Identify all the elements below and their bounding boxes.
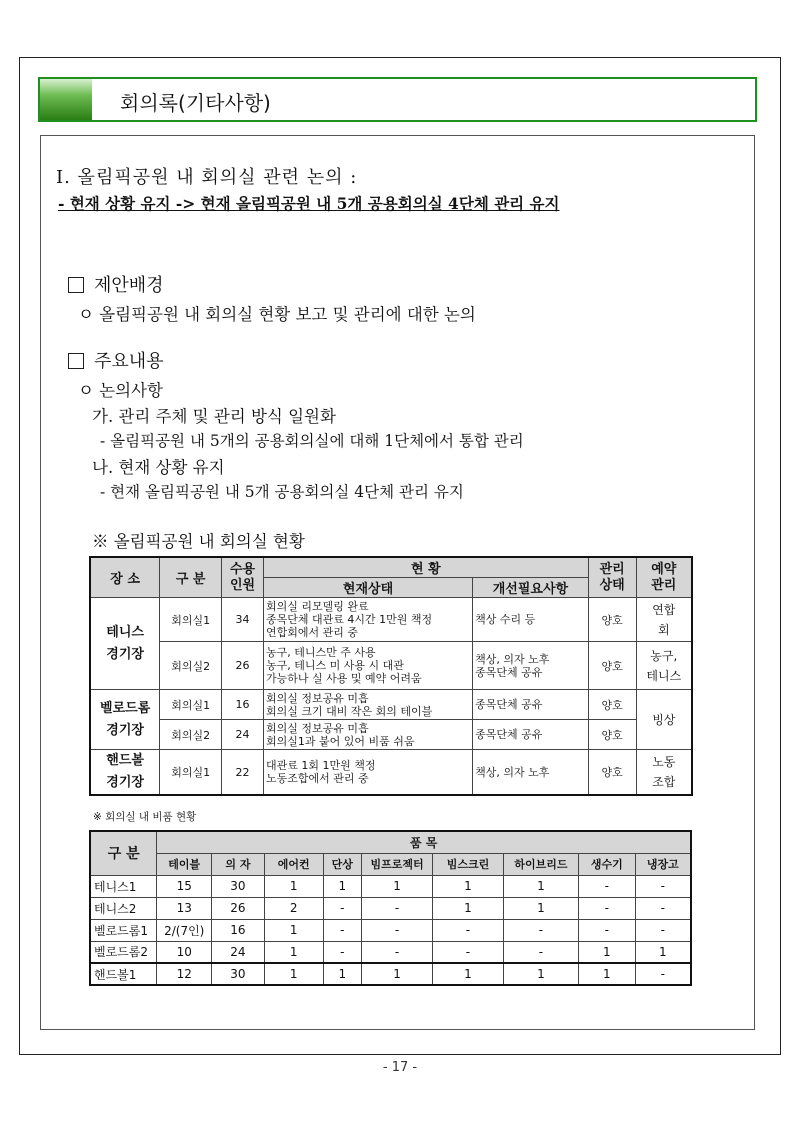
cell-count: 2: [264, 897, 323, 919]
cell-count: -: [323, 897, 362, 919]
cell-count: -: [578, 897, 635, 919]
cell-improve: 종목단체 공유: [473, 690, 589, 720]
background-heading: 제안배경: [94, 275, 164, 296]
cell-count: 1: [323, 963, 362, 985]
cell-cap: 22: [222, 750, 264, 796]
th-item-col: 빔스크린: [433, 853, 504, 875]
discussion-label: ㅇ 논의사항: [78, 381, 163, 400]
cell-cap: 16: [222, 690, 264, 720]
cell-count: -: [578, 875, 635, 897]
cell-count: 12: [157, 963, 212, 985]
cell-manage: 양호: [588, 598, 636, 642]
cell-count: 1: [503, 897, 578, 919]
table-row: [90, 690, 692, 720]
cell-room-name: 벨로드롬2: [90, 941, 157, 963]
table-row: [90, 642, 692, 690]
cell-count: 1: [503, 963, 578, 985]
cell-room-name: 벨로드롬1: [90, 919, 157, 941]
cell-room: 회의실2: [160, 720, 222, 750]
background-item: ㅇ 올림픽공원 내 회의실 현황 보고 및 관리에 대한 논의: [78, 305, 476, 324]
option-b-detail: - 현재 올림픽공원 내 5개 공용회의실 4단체 관리 유지: [100, 483, 464, 501]
cell-count: 16: [212, 919, 265, 941]
cell-count: -: [578, 919, 635, 941]
cell-room-name: 테니스2: [90, 897, 157, 919]
cell-reserve: 농구, 테니스: [636, 642, 692, 690]
cell-room: 회의실1: [160, 690, 222, 720]
cell-count: -: [503, 919, 578, 941]
cell-improve: 책상 수리 등: [473, 598, 589, 642]
cell-current: 회의실 정보공유 미흡 회의실 크기 대비 작은 회의 테이블: [263, 690, 472, 720]
background-heading-row: [68, 271, 164, 297]
cell-count: 1: [635, 941, 691, 963]
th-item-col: 냉장고: [635, 853, 691, 875]
cell-count: 24: [212, 941, 265, 963]
checkbox-square-icon: [68, 353, 84, 369]
cell-count: 1: [578, 963, 635, 985]
cell-count: -: [433, 941, 504, 963]
cell-current: 회의실 리모델링 완료 종목단체 대관료 4시간 1만원 책정 연합회에서 관리 중: [263, 598, 472, 642]
checkbox-square-icon: [68, 277, 84, 293]
th-improve: 개선필요사항: [473, 578, 589, 598]
table-row: [90, 919, 691, 941]
table-row: [90, 941, 691, 963]
cell-manage: 양호: [588, 720, 636, 750]
cell-count: 30: [212, 875, 265, 897]
option-a-detail: - 올림픽공원 내 5개의 공용회의실에 대해 1단체에서 통합 관리: [100, 432, 524, 450]
th-item-col: 단상: [323, 853, 362, 875]
option-a: 가. 관리 주체 및 관리 방식 일원화: [92, 407, 336, 426]
cell-count: 1: [503, 875, 578, 897]
cell-count: -: [635, 963, 691, 985]
cell-manage: 양호: [588, 750, 636, 796]
cell-improve: 종목단체 공유: [473, 720, 589, 750]
cell-count: 10: [157, 941, 212, 963]
cell-count: 30: [212, 963, 265, 985]
th-item-col: 에어컨: [264, 853, 323, 875]
cell-room-name: 핸드볼1: [90, 963, 157, 985]
cell-reserve: 연합 회: [636, 598, 692, 642]
cell-count: -: [503, 941, 578, 963]
cell-current: 농구, 테니스만 주 사용 농구, 테니스 미 사용 시 대관 가능하나 실 사용 및 예약 어려움: [263, 642, 472, 690]
cell-current: 회의실 정보공유 미흡 회의실1과 붙어 있어 비품 쉬움: [263, 720, 472, 750]
th-item-col: 빔프로젝터: [362, 853, 433, 875]
cell-count: -: [323, 919, 362, 941]
cell-count: 1: [578, 941, 635, 963]
th-capacity: 수용 인원: [222, 557, 264, 598]
cell-count: -: [362, 919, 433, 941]
cell-count: 1: [362, 875, 433, 897]
cell-manage: 양호: [588, 690, 636, 720]
th-type: 구 분: [90, 831, 157, 875]
section-subtitle: - 현재 상황 유지 -> 현재 올림픽공원 내 5개 공용회의실 4단체 관리 유지: [58, 194, 560, 213]
main-heading: 주요내용: [94, 351, 164, 372]
loc-tennis: 테니스 경기장: [90, 598, 160, 690]
th-current: 현재상태: [263, 578, 472, 598]
cell-count: 1: [362, 963, 433, 985]
cell-count: -: [362, 941, 433, 963]
cell-count: 1: [264, 875, 323, 897]
cell-count: 1: [323, 875, 362, 897]
cell-room-name: 테니스1: [90, 875, 157, 897]
cell-count: 1: [264, 941, 323, 963]
cell-count: 26: [212, 897, 265, 919]
table-row: [90, 750, 692, 796]
cell-improve: 책상, 의자 노후: [473, 750, 589, 796]
room-status-table: [89, 556, 693, 796]
th-item-col: 테이블: [157, 853, 212, 875]
cell-cap: 34: [222, 598, 264, 642]
main-heading-row: [68, 347, 164, 373]
cell-cap: 26: [222, 642, 264, 690]
cell-count: 1: [433, 875, 504, 897]
table-row: [90, 963, 691, 985]
th-status-group: 현 황: [263, 557, 588, 578]
table-row: [90, 598, 692, 642]
cell-cap: 24: [222, 720, 264, 750]
th-type: 구 분: [160, 557, 222, 598]
cell-count: 1: [433, 897, 504, 919]
cell-count: -: [433, 919, 504, 941]
cell-count: -: [635, 875, 691, 897]
cell-count: 15: [157, 875, 212, 897]
loc-velodrome: 벨로드롬 경기장: [90, 690, 160, 750]
th-item-col: 의 자: [212, 853, 265, 875]
th-items: 품 목: [157, 831, 691, 853]
cell-count: 1: [433, 963, 504, 985]
page-title: 회의록(기타사항): [120, 91, 271, 115]
cell-count: 2/(7인): [157, 919, 212, 941]
table-row: [90, 897, 691, 919]
cell-reserve: 노동 조합: [636, 750, 692, 796]
section-title: Ⅰ. 올림픽공원 내 회의실 관련 논의 :: [56, 167, 358, 188]
header-bar: [38, 77, 757, 122]
cell-count: 1: [264, 919, 323, 941]
th-item-col: 하이브리드: [503, 853, 578, 875]
th-reserve: 예약 관리: [636, 557, 692, 598]
cell-current: 대관료 1회 1만원 책정 노동조합에서 관리 중: [263, 750, 472, 796]
option-b: 나. 현재 상황 유지: [92, 458, 225, 477]
loc-handball: 핸드볼 경기장: [90, 750, 160, 796]
cell-count: 13: [157, 897, 212, 919]
cell-manage: 양호: [588, 642, 636, 690]
cell-room: 회의실1: [160, 750, 222, 796]
cell-count: -: [323, 941, 362, 963]
header-green-swatch: [40, 79, 92, 120]
cell-improve: 책상, 의자 노후 종목단체 공유: [473, 642, 589, 690]
page-number: - 17 -: [382, 1060, 418, 1075]
status-note: ※ 올림픽공원 내 회의실 현황: [92, 532, 305, 551]
cell-count: -: [635, 897, 691, 919]
table-row: [90, 720, 692, 750]
table-row: [90, 875, 691, 897]
cell-count: -: [635, 919, 691, 941]
cell-reserve: 빙상: [636, 690, 692, 750]
cell-count: 1: [264, 963, 323, 985]
cell-room: 회의실1: [160, 598, 222, 642]
equipment-table: [89, 830, 692, 986]
th-item-col: 생수기: [578, 853, 635, 875]
cell-room: 회의실2: [160, 642, 222, 690]
th-place: 장 소: [90, 557, 160, 598]
equipment-note: ※ 회의실 내 비품 현황: [93, 811, 197, 823]
th-manage: 관리 상태: [588, 557, 636, 598]
cell-count: -: [362, 897, 433, 919]
